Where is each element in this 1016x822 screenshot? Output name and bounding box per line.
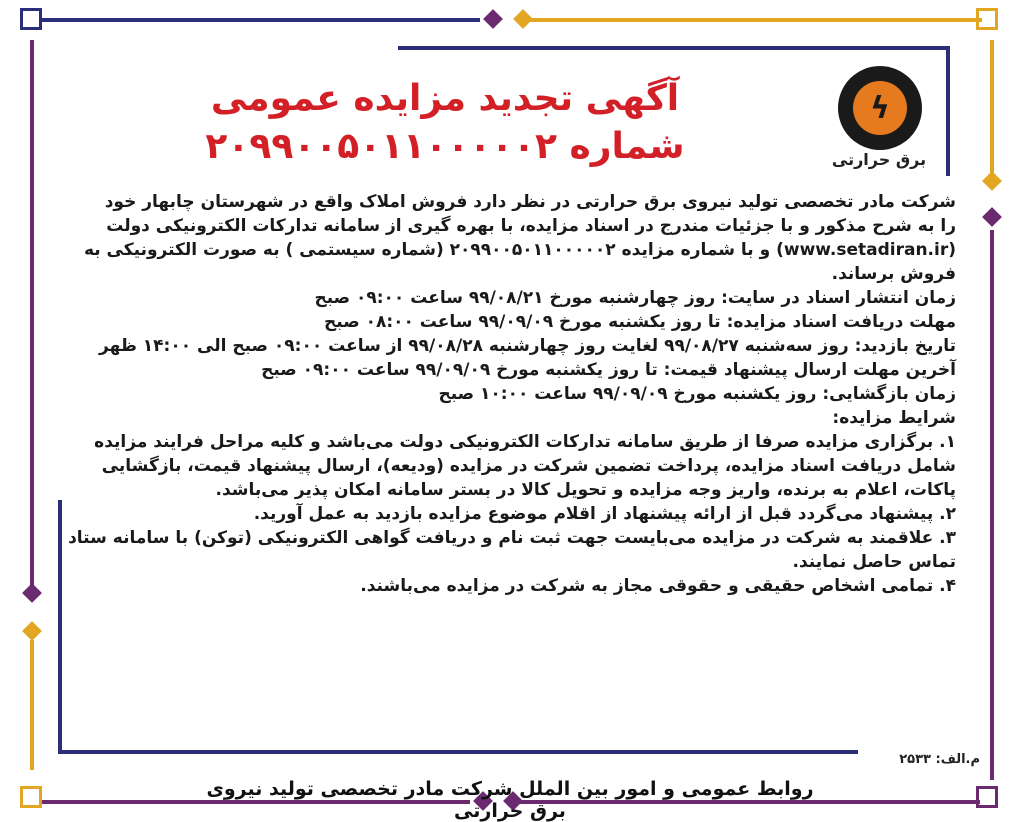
notice-title: آگهی تجدید مزایده عمومی: [210, 78, 680, 119]
schedule-doc-deadline: مهلت دریافت اسناد مزایده: تا روز یکشنبه مورخ ۹۹/۰۹/۰۹ ساعت ۰۸:۰۰ صبح: [324, 312, 956, 332]
schedule-publish: زمان انتشار اسناد در سایت: روز چهارشنبه مورخ ۹۹/۰۸/۲۱ ساعت ۰۹:۰۰ صبح: [314, 288, 956, 308]
intro-line: فروش برساند.: [831, 264, 956, 284]
schedule-opening: زمان بازگشایی: روز یکشنبه مورخ ۹۹/۰۹/۰۹ ساعت ۱۰:۰۰ صبح: [438, 384, 956, 404]
condition-line: ۳. علاقمند به شرکت در مزایده می‌بایست جهت ثبت نام و دریافت گواهی الکترونیکی (توکن) با سامانه ستاد: [68, 528, 956, 548]
auction-number-title: شماره ۲۰۹۹۰۰۵۰۱۱۰۰۰۰۰۲: [205, 126, 685, 167]
condition-line: ۴. تمامی اشخاص حقیقی و حقوقی مجاز به شرکت در مزایده می‌باشند.: [360, 576, 956, 596]
intro-line: شرکت مادر تخصصی تولید نیروی برق حرارتی در نظر دارد فروش املاک واقع در شهرستان چابهار خود: [104, 192, 956, 212]
condition-line: تماس حاصل نمایند.: [792, 552, 956, 572]
footer-signature: روابط عمومی و امور بین الملل شرکت مادر تخصصی تولید نیروی برق حرارتی: [206, 778, 814, 822]
condition-line: ۱. برگزاری مزایده صرفا از طریق سامانه تدارکات الکترونیکی دولت می‌باشد و کلیه مراحل فرایند مزایده: [94, 432, 956, 452]
condition-line: شامل دریافت اسناد مزایده، پرداخت تضمین شرکت در مزایده (ودیعه)، ارسال پیشنهاد قیمت، بازگشایی: [101, 456, 956, 476]
company-logo: [838, 66, 922, 150]
condition-line: پاکات، اعلام به برنده، واریز وجه مزایده و تحویل کالا در بستر سامانه امکان پذیر می‌باشد.: [215, 480, 956, 500]
intro-line: را به شرح مذکور و با جزئیات مندرج در اسناد مزایده، با بهره گیری از سامانه تدارکات الکترونیکی دولت: [106, 216, 956, 236]
notice-body: [46, 190, 956, 598]
intro-line: (www.setadiran.ir) و با شماره مزایده ۲۰۹۹۰۰۵۰۱۱۰۰۰۰۰۲ (شماره سیستمی ) به صورت الکترونیکی به: [83, 240, 956, 260]
reference-code: م.الف: ۲۵۳۳: [899, 752, 980, 767]
company-logo-name: برق حرارتی: [831, 150, 927, 169]
conditions-heading: شرایط مزایده:: [832, 408, 956, 428]
schedule-bid-deadline: آخرین مهلت ارسال پیشنهاد قیمت: تا روز یکشنبه مورخ ۹۹/۰۹/۰۹ ساعت ۰۹:۰۰ صبح: [261, 360, 956, 380]
condition-line: ۲. پیشنهاد می‌گردد قبل از ارائه پیشنهاد از اقلام موضوع مزایده بازدید به عمل آورید.: [253, 504, 956, 524]
schedule-visit: تاریخ بازدید: روز سه‌شنبه ۹۹/۰۸/۲۷ لغایت روز چهارشنبه ۹۹/۰۸/۲۸ از ساعت ۰۹:۰۰ صبح الی ۱۴:۰۰ ظهر: [99, 336, 956, 356]
lightning-bolt-icon: ϟ: [853, 81, 907, 135]
